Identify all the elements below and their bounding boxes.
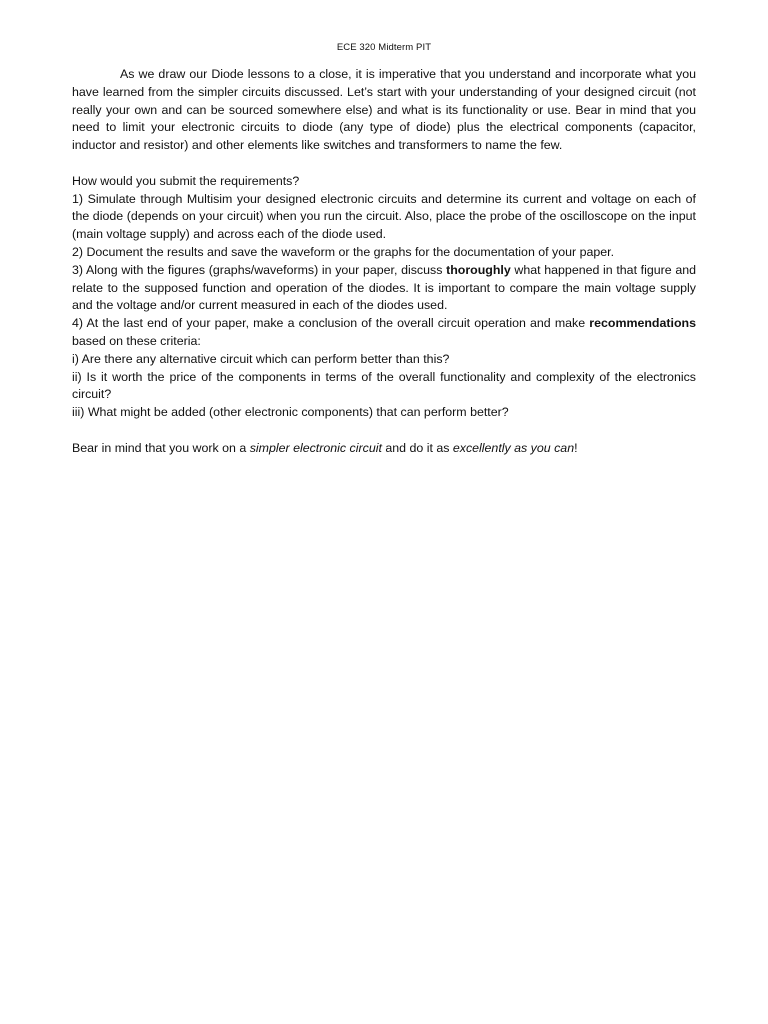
requirement-item-3-text-after: what happened in that figure and relate to the supposed function and operation of the diodes. It is important to compare the main voltage supply and the voltage and/or current measured in each of the diodes used. bbox=[72, 262, 696, 313]
paragraph-spacer bbox=[72, 422, 696, 440]
requirement-item-4-text-before: 4) At the last end of your paper, make a conclusion of the overall circuit operation and make bbox=[72, 316, 590, 331]
document-body bbox=[72, 66, 696, 458]
requirement-item-2: 2) Document the results and save the waveform or the graphs for the documentation of your paper. bbox=[72, 244, 615, 259]
criteria-item-3: iii) What might be added (other electronic components) that can perform better? bbox=[72, 405, 509, 420]
requirement-item-4-emphasis: recommendations bbox=[589, 316, 696, 331]
requirement-item-4-text-after: based on these criteria: bbox=[72, 333, 201, 348]
closing-italic-excellently: excellently as you can bbox=[452, 440, 575, 455]
criteria-item-2: ii) Is it worth the price of the components in terms of the overall functionality and complexity of the electronics circuit? bbox=[72, 369, 696, 402]
criteria-item-1: i) Are there any alternative circuit which can perform better than this? bbox=[72, 351, 450, 366]
requirement-item-1: 1) Simulate through Multisim your designed electronic circuits and determine its current and voltage on each of the diode (depends on your circuit) when you run the circuit. Also, place the probe of the oscilloscope on the input (main voltage supply) and across each of the diode used. bbox=[72, 191, 696, 242]
requirements-heading: How would you submit the requirements? bbox=[72, 173, 300, 188]
requirement-item-3-emphasis: thoroughly bbox=[446, 262, 511, 277]
closing-text-before: Bear in mind that you work on a bbox=[72, 440, 250, 455]
closing-italic-circuit: simpler electronic circuit bbox=[249, 440, 382, 455]
requirement-item-3-text-before: 3) Along with the figures (graphs/waveforms) in your paper, discuss bbox=[72, 262, 447, 277]
requirement-item-4 bbox=[72, 315, 696, 351]
closing-text-middle: and do it as bbox=[381, 440, 453, 455]
intro-paragraph: As we draw our Diode lessons to a close, it is imperative that you understand and incorporate what you have learned from the simpler circuits discussed. Let’s start with your understanding of your designed circuit (not really your own and can be sourced somewhere else) and what is its functionality or use. Bear in mind that you need to limit your electronic circuits to diode (any type of diode) plus the electrical components (capacitor, inductor and resistor) and other elements like switches and transformers to name the few. bbox=[72, 67, 696, 153]
closing-paragraph bbox=[72, 440, 696, 458]
document-title: ECE 320 Midterm PIT bbox=[336, 42, 432, 53]
closing-text-after: ! bbox=[574, 440, 578, 455]
paragraph-spacer bbox=[72, 155, 696, 173]
requirement-item-3 bbox=[72, 262, 696, 315]
